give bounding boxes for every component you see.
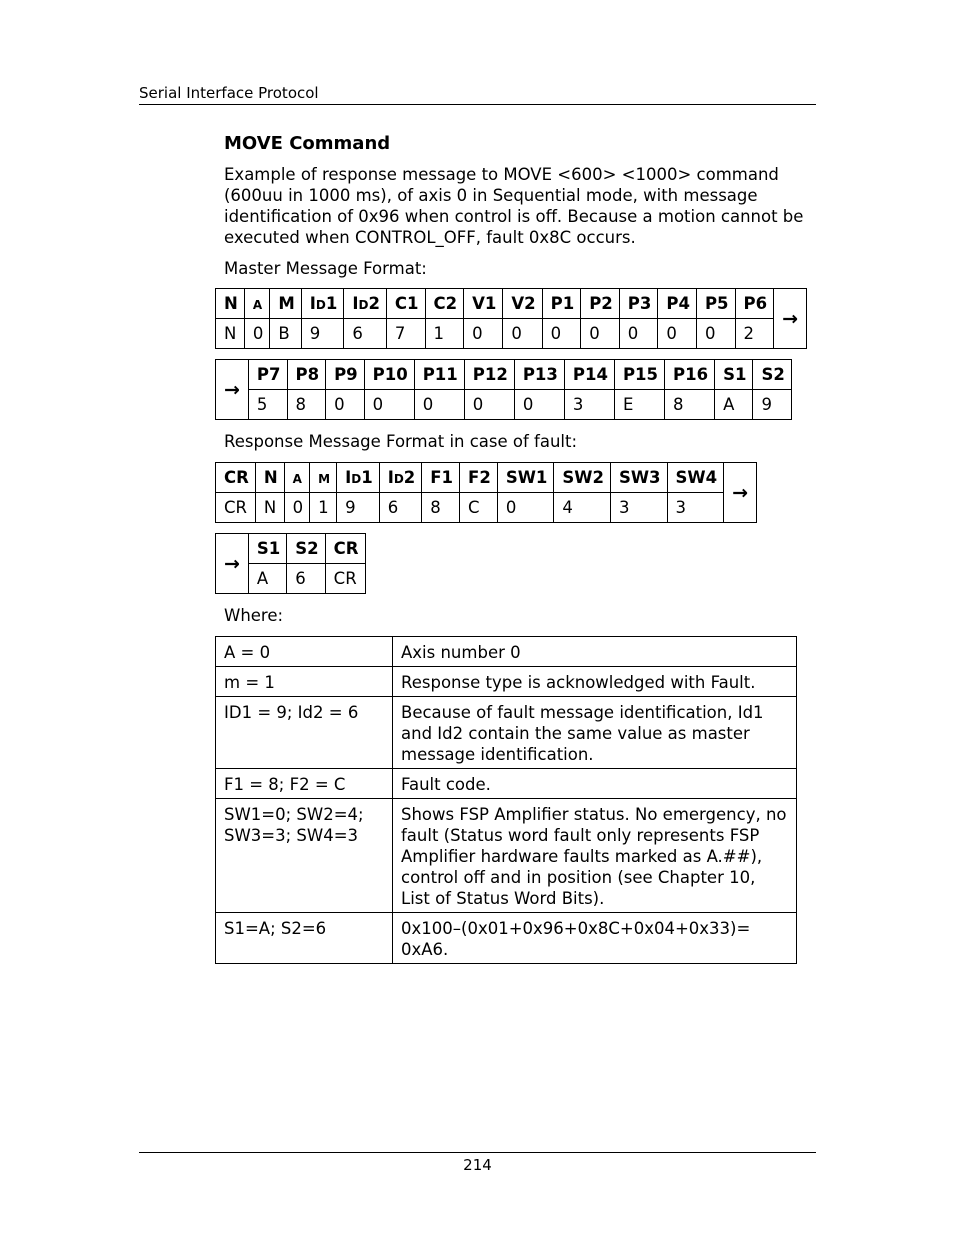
field-value: 5	[248, 390, 287, 420]
table-row	[216, 637, 797, 667]
page-number: 214	[463, 1156, 492, 1174]
field-header: M	[270, 289, 301, 319]
value-row	[216, 493, 757, 523]
master-format-table-2	[215, 359, 792, 420]
field-value: 9	[337, 493, 380, 523]
where-description: 0x100–(0x01+0x96+0x8C+0x04+0x33)= 0xA6.	[393, 913, 797, 964]
field-value: CR	[216, 493, 256, 523]
field-header: F1	[422, 463, 460, 493]
field-value: 7	[386, 319, 425, 349]
field-value: CR	[325, 564, 365, 594]
table-row	[216, 697, 797, 769]
field-value: 0	[503, 319, 542, 349]
field-header: S1	[248, 534, 286, 564]
field-value: 6	[287, 564, 325, 594]
field-header: N	[216, 289, 245, 319]
where-term: ID1 = 9; Id2 = 6	[216, 697, 393, 769]
field-value: B	[270, 319, 301, 349]
field-value: 0	[414, 390, 464, 420]
master-format-label: Master Message Format:	[224, 259, 427, 278]
field-header: N	[255, 463, 284, 493]
field-value: 0	[497, 493, 554, 523]
where-table	[215, 636, 797, 964]
continue-arrow: →	[216, 360, 249, 420]
field-header: ID1	[337, 463, 380, 493]
field-header: SW1	[497, 463, 554, 493]
table-row	[216, 667, 797, 697]
table-row	[216, 799, 797, 913]
field-header: CR	[216, 463, 256, 493]
header-row	[216, 289, 807, 319]
field-value: 1	[425, 319, 464, 349]
field-header: P8	[287, 360, 326, 390]
field-value: 9	[301, 319, 344, 349]
field-value: C	[460, 493, 498, 523]
field-header: C2	[425, 289, 464, 319]
field-value: 8	[665, 390, 715, 420]
field-value: N	[255, 493, 284, 523]
field-header: P11	[414, 360, 464, 390]
field-header: V1	[464, 289, 503, 319]
field-value: 6	[379, 493, 422, 523]
field-value: E	[614, 390, 664, 420]
header-row	[216, 534, 366, 564]
field-value: 0	[514, 390, 564, 420]
field-value: 6	[344, 319, 387, 349]
field-header: SW4	[667, 463, 724, 493]
field-value: 8	[287, 390, 326, 420]
value-row	[216, 319, 807, 349]
field-header: F2	[460, 463, 498, 493]
field-value: 0	[619, 319, 658, 349]
where-term: SW1=0; SW2=4; SW3=3; SW4=3	[216, 799, 393, 913]
field-value: 0	[326, 390, 365, 420]
field-header: ID2	[379, 463, 422, 493]
footer-divider	[139, 1152, 816, 1153]
where-term: m = 1	[216, 667, 393, 697]
where-term: F1 = 8; F2 = C	[216, 769, 393, 799]
field-header: ID1	[301, 289, 344, 319]
field-header: SW2	[554, 463, 611, 493]
field-header: S1	[715, 360, 753, 390]
field-header: A	[284, 463, 310, 493]
field-header: P14	[564, 360, 614, 390]
field-value: 0	[542, 319, 581, 349]
continue-arrow: →	[774, 289, 807, 349]
field-header: P3	[619, 289, 658, 319]
field-header: P12	[464, 360, 514, 390]
field-value: 3	[667, 493, 724, 523]
where-description: Axis number 0	[393, 637, 797, 667]
response-format-table-2	[215, 533, 366, 594]
field-value: 8	[422, 493, 460, 523]
where-term: A = 0	[216, 637, 393, 667]
field-header: P15	[614, 360, 664, 390]
value-row	[216, 390, 792, 420]
continue-arrow: →	[724, 463, 757, 523]
field-header: P13	[514, 360, 564, 390]
table-row	[216, 769, 797, 799]
field-value: 2	[735, 319, 774, 349]
where-description: Because of fault message identification, Id1 and Id2 contain the same value as master message identification.	[393, 697, 797, 769]
field-value: 1	[310, 493, 337, 523]
field-header: P16	[665, 360, 715, 390]
field-value: 0	[244, 319, 270, 349]
where-term: S1=A; S2=6	[216, 913, 393, 964]
section-title: MOVE Command	[224, 133, 391, 154]
field-header: C1	[386, 289, 425, 319]
field-header: P4	[658, 289, 697, 319]
response-format-label: Response Message Format in case of fault:	[224, 432, 578, 451]
field-value: 0	[284, 493, 310, 523]
field-value: 4	[554, 493, 611, 523]
where-description: Shows FSP Amplifier status. No emergency, no fault (Status word fault only represents FSP Amplifier hardware faults marked as A.##), control off and in position (see Chapter 10, List of Status Word Bits).	[393, 799, 797, 913]
field-header: A	[244, 289, 270, 319]
field-value: A	[248, 564, 286, 594]
section-content	[224, 133, 814, 279]
field-value: 0	[364, 390, 414, 420]
field-header: M	[310, 463, 337, 493]
field-value: 3	[564, 390, 614, 420]
field-value: 0	[696, 319, 735, 349]
field-header: P9	[326, 360, 365, 390]
field-header: P2	[581, 289, 620, 319]
running-header: Serial Interface Protocol	[139, 84, 816, 105]
field-header: P7	[248, 360, 287, 390]
master-format-table-1	[215, 288, 807, 349]
intro-paragraph: Example of response message to MOVE <600> <1000> command (600uu in 1000 ms), of axis 0 in Sequential mode, with message identification of 0x96 when control is off. Because a motion cannot be executed when CONTROL_OFF, fault 0x8C occurs.	[224, 165, 804, 247]
field-value: A	[715, 390, 753, 420]
header-row	[216, 463, 757, 493]
field-header: P6	[735, 289, 774, 319]
field-value: 0	[464, 390, 514, 420]
field-header: CR	[325, 534, 365, 564]
field-value: 0	[464, 319, 503, 349]
field-value: 0	[581, 319, 620, 349]
header-row	[216, 360, 792, 390]
response-format-table-1	[215, 462, 757, 523]
where-label: Where:	[224, 606, 284, 625]
field-header: ID2	[344, 289, 387, 319]
field-header: SW3	[610, 463, 667, 493]
field-header: S2	[753, 360, 791, 390]
table-row	[216, 913, 797, 964]
field-header: S2	[287, 534, 325, 564]
field-header: P5	[696, 289, 735, 319]
where-description: Response type is acknowledged with Fault.	[393, 667, 797, 697]
field-value: 9	[753, 390, 791, 420]
field-header: V2	[503, 289, 542, 319]
field-header: P1	[542, 289, 581, 319]
continue-arrow: →	[216, 534, 249, 594]
field-value: 0	[658, 319, 697, 349]
field-header: P10	[364, 360, 414, 390]
field-value: 3	[610, 493, 667, 523]
field-value: N	[216, 319, 245, 349]
where-description: Fault code.	[393, 769, 797, 799]
